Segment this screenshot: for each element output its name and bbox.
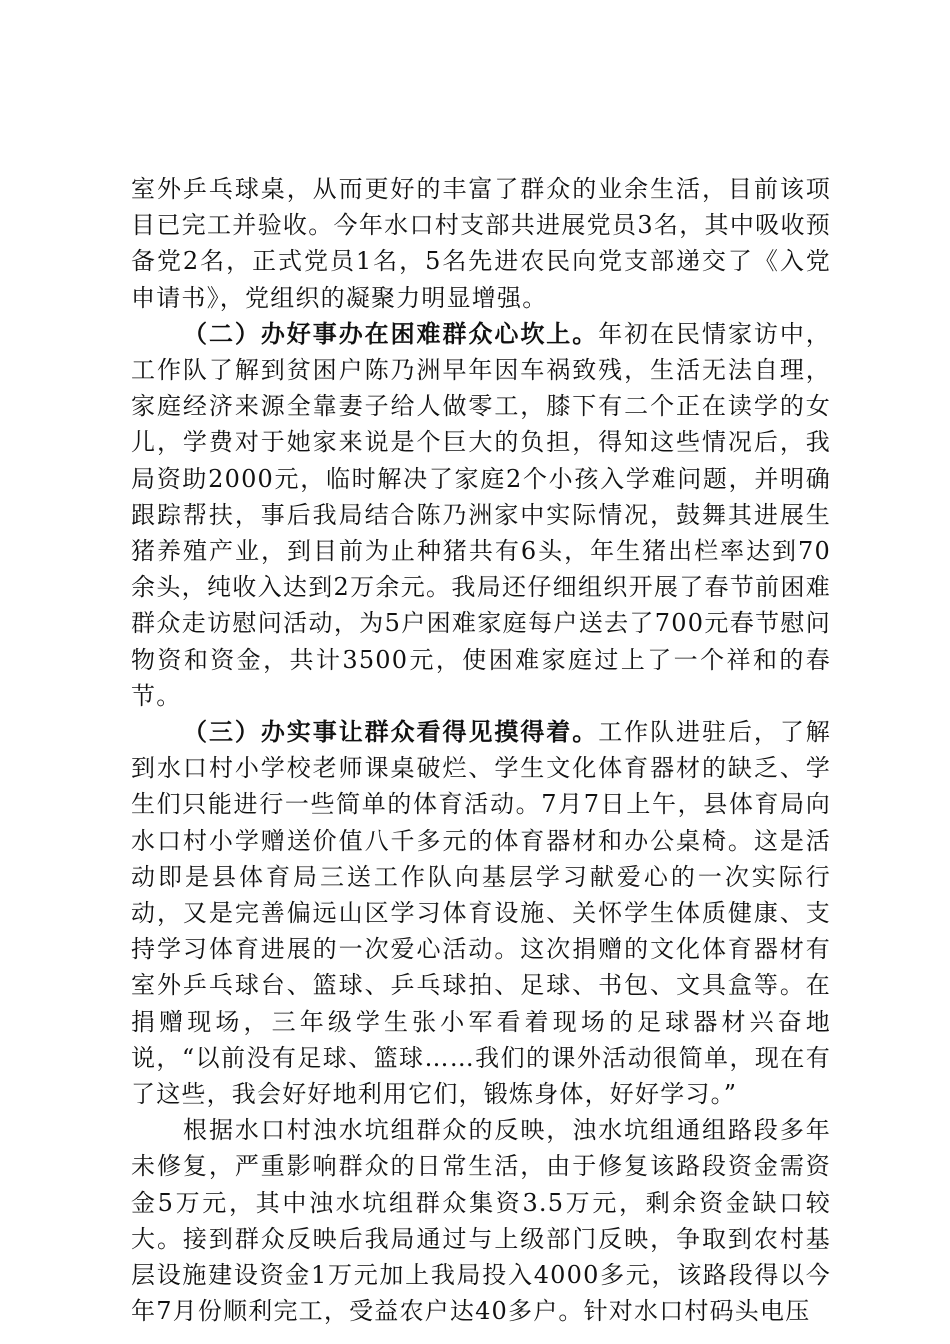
paragraph-body: 室外乒乓球桌，从而更好的丰富了群众的业余生活，目前该项目已完工并验收。今年水口村支部共进展党员3名，其中吸收预备党2名，正式党员1名，5名先进农民向党支部递交了《入党申请书》，党组织的凝聚力明显增强。 <box>131 175 831 312</box>
paragraph-section-three <box>131 714 831 1112</box>
paragraph-section-two <box>131 316 831 714</box>
paragraph-party-building-continued <box>131 171 831 316</box>
paragraph-road-repair <box>131 1112 831 1329</box>
section-heading-three: （三）办实事让群众看得见摸得着。 <box>183 717 599 747</box>
section-heading-two: （二）办好事办在困难群众心坎上。 <box>183 318 599 348</box>
paragraph-body: 工作队进驻后，了解到水口村小学校老师课桌破烂、学生文化体育器材的缺乏、学生们只能进行一些简单的体育活动。7月7日上午，县体育局向水口村小学赠送价值八千多元的体育器材和办公桌椅。这是活动即是县体育局三送工作队向基层学习献爱心的一次实际行动，又是完善偏远山区学习体育设施、关怀学生体质健康、支持学习体育进展的一次爱心活动。这次捐赠的文化体育器材有室外乒乓球台、篮球、乒乓球拍、足球、书包、文具盒等。在捐赠现场，三年级学生张小军看着现场的足球器材兴奋地说，“以前没有足球、篮球……我们的课外活动很简单，现在有了这些，我会好好地利用它们，锻炼身体，好好学习。” <box>131 718 831 1109</box>
document-body <box>131 171 831 1330</box>
paragraph-body: 根据水口村浊水坑组群众的反映，浊水坑组通组路段多年未修复，严重影响群众的日常生活，由于修复该路段资金需资金5万元，其中浊水坑组群众集资3.5万元，剩余资金缺口较大。接到群众反映后我局通过与上级部门反映，争取到农村基层设施建设资金1万元加上我局投入4000多元，该路段得以今年7月份顺利完工，受益农户达40多户。针对水口村码头电压 <box>131 1116 831 1326</box>
paragraph-body: 年初在民情家访中，工作队了解到贫困户陈乃洲早年因车祸致残，生活无法自理，家庭经济来源全靠妻子给人做零工，膝下有二个正在读学的女儿，学费对于她家来说是个巨大的负担，得知这些情况后，我局资助2000元，临时解决了家庭2个小孩入学难问题，并明确跟踪帮扶，事后我局结合陈乃洲家中实际情况，鼓舞其进展生猪养殖产业，到目前为止种猪共有6头，年生猪出栏率达到70余头，纯收入达到2万余元。我局还仔细组织开展了春节前困难群众走访慰问活动，为5户困难家庭每户送去了700元春节慰问物资和资金，共计3500元，使困难家庭过上了一个祥和的春节。 <box>131 319 831 710</box>
